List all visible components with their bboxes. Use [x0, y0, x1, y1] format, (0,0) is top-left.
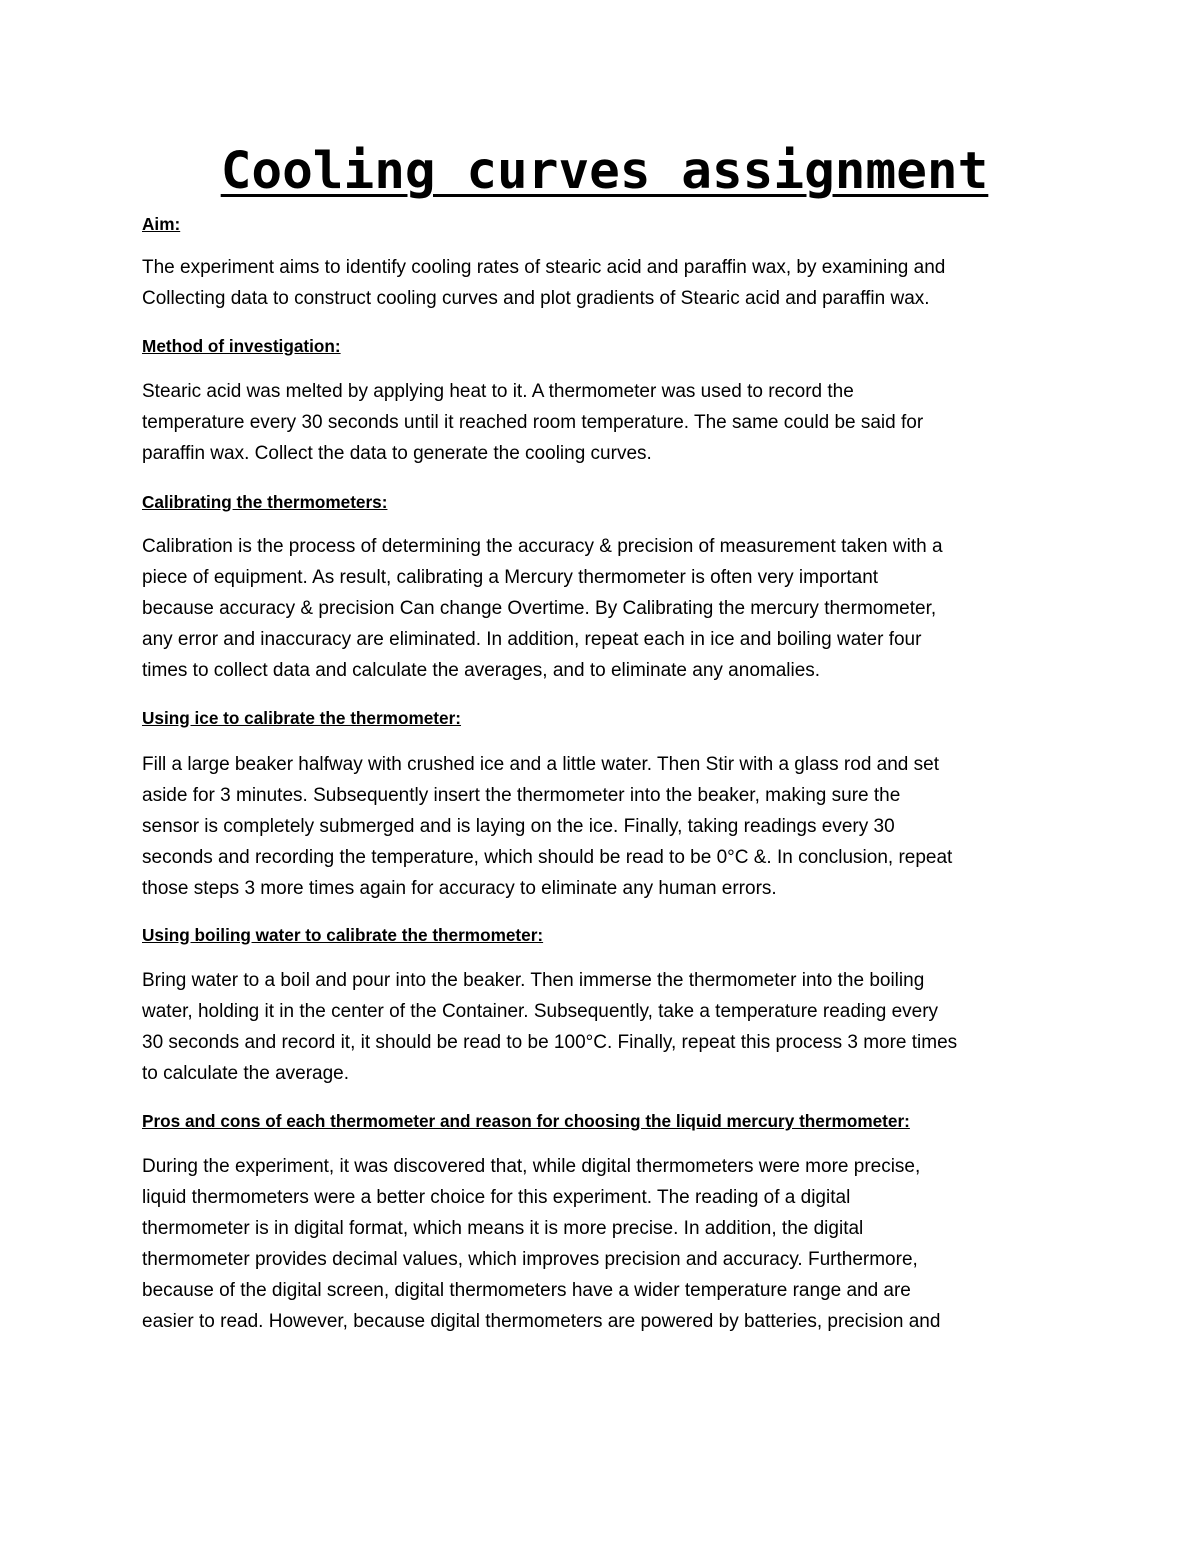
body-line: to calculate the average. — [142, 1063, 350, 1084]
body-line: 30 seconds and record it, it should be read to be 100°C. Finally, repeat this process 3 more times — [142, 1032, 958, 1053]
body-line: because of the digital screen, digital thermometers have a wider temperature range and are — [142, 1280, 911, 1301]
section-heading-calibrating: Calibrating the thermometers: — [142, 492, 388, 512]
body-line: water, holding it in the center of the Container. Subsequently, take a temperature reading every — [142, 1001, 939, 1022]
body-line: thermometer is in digital format, which means it is more precise. In addition, the digital — [142, 1218, 864, 1239]
section-body-calibrating — [142, 531, 1067, 686]
section-heading-ice: Using ice to calibrate the thermometer: — [142, 708, 462, 728]
section-heading-boiling: Using boiling water to calibrate the thermometer: — [142, 925, 544, 945]
body-line: easier to read. However, because digital thermometers are powered by batteries, precision and — [142, 1311, 941, 1332]
body-line: temperature every 30 seconds until it reached room temperature. The same could be said for — [142, 412, 924, 433]
section-heading-aim: Aim: — [142, 214, 181, 234]
body-line: thermometer provides decimal values, which improves precision and accuracy. Furthermore, — [142, 1249, 918, 1270]
body-line: aside for 3 minutes. Subsequently insert the thermometer into the beaker, making sure the — [142, 785, 901, 806]
body-line: those steps 3 more times again for accuracy to eliminate any human errors. — [142, 878, 777, 899]
body-line: because accuracy & precision Can change Overtime. By Calibrating the mercury thermometer, — [142, 598, 937, 619]
section-body-method — [142, 376, 1067, 469]
body-line: The experiment aims to identify cooling rates of stearic acid and paraffin wax, by examining and — [142, 257, 946, 278]
body-line: Fill a large beaker halfway with crushed ice and a little water. Then Stir with a glass rod and set — [142, 754, 939, 775]
body-line: times to collect data and calculate the averages, and to eliminate any anomalies. — [142, 660, 821, 681]
body-line: piece of equipment. As result, calibrating a Mercury thermometer is often very important — [142, 567, 879, 588]
section-body-ice — [142, 749, 1067, 904]
body-line: sensor is completely submerged and is laying on the ice. Finally, taking readings every 30 — [142, 816, 895, 837]
body-line: seconds and recording the temperature, which should be read to be 0°C &. In conclusion, repeat — [142, 847, 953, 868]
body-line: Calibration is the process of determining the accuracy & precision of measurement taken with a — [142, 536, 943, 557]
body-line: any error and inaccuracy are eliminated. In addition, repeat each in ice and boiling water four — [142, 629, 922, 650]
body-line: During the experiment, it was discovered that, while digital thermometers were more precise, — [142, 1156, 921, 1177]
body-line: paraffin wax. Collect the data to generate the cooling curves. — [142, 443, 652, 464]
section-body-pros-cons — [142, 1151, 1067, 1337]
section-body-boiling — [142, 965, 1067, 1089]
body-line: Stearic acid was melted by applying heat to it. A thermometer was used to record the — [142, 381, 854, 402]
section-heading-pros-cons: Pros and cons of each thermometer and reason for choosing the liquid mercury thermometer: — [142, 1111, 910, 1131]
document-title: Cooling curves assignment — [220, 142, 989, 201]
body-line: Bring water to a boil and pour into the beaker. Then immerse the thermometer into the boiling — [142, 970, 925, 991]
body-line: Collecting data to construct cooling curves and plot gradients of Stearic acid and paraffin wax. — [142, 288, 930, 309]
section-body-aim — [142, 252, 1067, 314]
section-heading-method: Method of investigation: — [142, 336, 341, 356]
body-line: liquid thermometers were a better choice for this experiment. The reading of a digital — [142, 1187, 851, 1208]
